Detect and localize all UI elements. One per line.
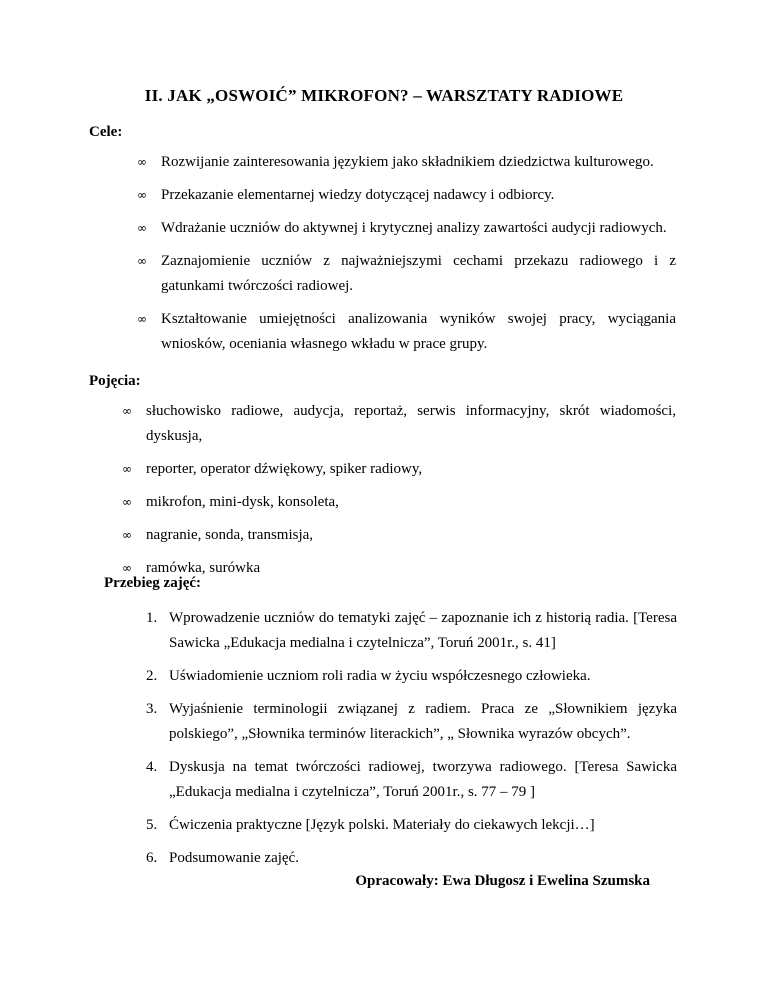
list-item: ∞ Wdrażanie uczniów do aktywnej i krytycznej analizy zawartości audycji radiowych. bbox=[161, 216, 676, 241]
item-number: 2. bbox=[146, 668, 158, 684]
pojecia-heading: Pojęcia: bbox=[89, 373, 141, 389]
list-item: ∞ słuchowisko radiowe, audycja, reportaż, serwis informacyjny, skrót wiadomości, dyskusja, bbox=[146, 399, 676, 449]
bullet-icon: ∞ bbox=[122, 528, 132, 542]
bullet-icon: ∞ bbox=[122, 462, 132, 476]
bullet-icon: ∞ bbox=[137, 188, 147, 202]
list-item: 4. Dyskusja na temat twórczości radiowej, tworzywa radiowego. [Teresa Sawicka „Edukacja medialna i czytelnicza”, Toruń 2001r., s. 77 – 79 ] bbox=[169, 755, 677, 805]
list-item: 2. Uświadomienie uczniom roli radia w życiu współczesnego człowieka. bbox=[169, 664, 677, 689]
list-item: 1. Wprowadzenie uczniów do tematyki zajęć – zapoznanie ich z historią radia. [Teresa Sawicka „Edukacja medialna i czytelnicza”, Toruń 2001r., s. 41] bbox=[169, 606, 677, 656]
item-number: 6. bbox=[146, 850, 158, 866]
list-item: ∞ nagranie, sonda, transmisja, bbox=[146, 523, 676, 548]
page-title: II. JAK „OSWOIĆ” MIKROFON? – WARSZTATY RADIOWE bbox=[144, 86, 624, 105]
list-item: 5. Ćwiczenia praktyczne [Język polski. Materiały do ciekawych lekcji…] bbox=[169, 813, 677, 838]
bullet-icon: ∞ bbox=[137, 155, 147, 169]
item-number: 3. bbox=[146, 701, 158, 717]
list-item: 3. Wyjaśnienie terminologii związanej z radiem. Praca ze „Słownikiem języka polskiego”, „Słownika terminów literackich”, „ Słownika wyrazów obcych”. bbox=[169, 697, 677, 747]
author-credit: Opracowały: Ewa Długosz i Ewelina Szumska bbox=[355, 873, 650, 889]
bullet-icon: ∞ bbox=[122, 561, 132, 575]
bullet-icon: ∞ bbox=[122, 495, 132, 509]
bullet-icon: ∞ bbox=[137, 254, 147, 268]
list-item: ∞ reporter, operator dźwiękowy, spiker radiowy, bbox=[146, 457, 676, 482]
list-item: ∞ Przekazanie elementarnej wiedzy dotyczącej nadawcy i odbiorcy. bbox=[161, 183, 676, 208]
list-item: ∞ Rozwijanie zainteresowania językiem jako składnikiem dziedzictwa kulturowego. bbox=[161, 150, 676, 175]
przebieg-heading: Przebieg zajęć: bbox=[104, 575, 202, 591]
bullet-icon: ∞ bbox=[137, 312, 147, 326]
list-item: 6. Podsumowanie zajęć. bbox=[169, 846, 677, 871]
list-item: ∞ Kształtowanie umiejętności analizowania wyników swojej pracy, wyciągania wniosków, oceniania własnego wkładu w prace grupy. bbox=[161, 307, 676, 357]
bullet-icon: ∞ bbox=[122, 404, 132, 418]
item-number: 4. bbox=[146, 759, 158, 775]
list-item: ∞ ramówka, surówka bbox=[146, 556, 676, 581]
item-number: 5. bbox=[146, 817, 158, 833]
przebieg-list bbox=[146, 606, 677, 879]
list-item: ∞ mikrofon, mini-dysk, konsoleta, bbox=[146, 490, 676, 515]
pojecia-list bbox=[122, 399, 676, 589]
cele-list bbox=[137, 150, 676, 365]
list-item: ∞ Zaznajomienie uczniów z najważniejszymi cechami przekazu radiowego i z gatunkami twórczości radiowej. bbox=[161, 249, 676, 299]
bullet-icon: ∞ bbox=[137, 221, 147, 235]
cele-heading: Cele: bbox=[89, 124, 123, 140]
item-number: 1. bbox=[146, 610, 158, 626]
